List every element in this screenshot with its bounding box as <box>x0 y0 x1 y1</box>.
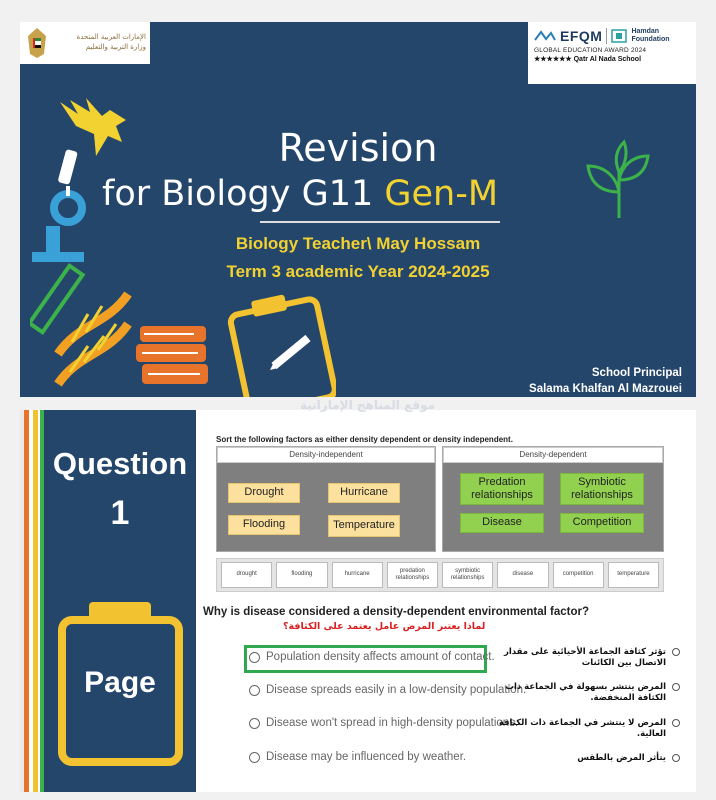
ministry-line-2: وزارة التربية والتعليم <box>85 43 146 51</box>
efqm-brand: EFQM <box>560 28 603 44</box>
option-1-ar-text: تؤثر كثافة الجماعة الأحيائية على مقدار الاتصال بين الكائنات <box>503 647 666 669</box>
bank-item-symbiotic[interactable]: symbiotic relationships <box>442 562 493 588</box>
clipboard-clip-icon <box>89 602 151 624</box>
bank-item-predation[interactable]: predation relationships <box>387 562 438 588</box>
option-1[interactable] <box>249 651 495 663</box>
principal-name: Salama Khalfan Al Mazrouei <box>529 383 682 396</box>
title-slide <box>20 22 696 397</box>
chip-flooding[interactable]: Flooding <box>228 515 300 535</box>
independent-header: Density-independent <box>217 447 435 463</box>
award-stars: ★★★★★★ <box>534 56 572 63</box>
slide-title-revision: Revision <box>278 126 438 170</box>
bank-item-temperature[interactable]: temperature <box>608 562 659 588</box>
independent-drop-zone[interactable] <box>216 446 436 552</box>
option-3-ar-text: المرض لا ينتشر في الجماعة ذات الكثافة العالية. <box>498 718 666 740</box>
chip-competition[interactable]: Competition <box>560 513 644 533</box>
radio-button-icon[interactable] <box>249 685 260 696</box>
clipboard-pencil-icon <box>226 292 336 397</box>
chip-hurricane[interactable]: Hurricane <box>328 483 400 503</box>
award-title: GLOBAL EDUCATION AWARD 2024 <box>534 47 647 54</box>
bank-item-flooding[interactable]: flooding <box>276 562 327 588</box>
principal-signature-block <box>529 365 682 397</box>
option-4-ar-text: يتأثر المرض بالطقس <box>577 753 666 763</box>
chip-drought[interactable]: Drought <box>228 483 300 503</box>
radio-button-icon[interactable] <box>249 752 260 763</box>
bank-item-disease[interactable]: disease <box>497 562 548 588</box>
question-text-ar: لماذا يعتبر المرض عامل يعتمد على الكثافة؟ <box>283 621 486 632</box>
bank-item-competition[interactable]: competition <box>553 562 604 588</box>
chip-temperature[interactable]: Temperature <box>328 515 400 537</box>
radio-button-icon[interactable] <box>249 652 260 663</box>
dna-icon <box>48 284 138 390</box>
school-name: Qatr Al Nada School <box>573 56 642 63</box>
radio-button-icon <box>672 683 680 691</box>
site-watermark: موقع المناهج الإماراتية <box>300 398 436 412</box>
option-4-text: Disease may be influenced by weather. <box>266 751 467 763</box>
option-2-ar <box>496 682 666 705</box>
hamdan-foundation-label: Hamdan Foundation <box>631 28 670 43</box>
question-slide <box>20 410 696 792</box>
radio-button-icon <box>672 719 680 727</box>
question-number: 1 <box>110 494 130 532</box>
option-3-ar <box>496 718 666 741</box>
principal-role: School Principal <box>591 367 682 379</box>
books-icon <box>134 320 214 390</box>
bank-item-drought[interactable]: drought <box>221 562 272 588</box>
question-text-en: Why is disease considered a density-dependent environmental factor? <box>203 606 589 618</box>
title-stream-accent: Gen-M <box>384 174 499 214</box>
option-3-text: Disease won't spread in high-density populations. <box>266 717 519 729</box>
option-2[interactable] <box>249 684 526 696</box>
radio-button-icon[interactable] <box>249 718 260 729</box>
option-4[interactable] <box>249 751 466 763</box>
page-label: Page <box>84 666 156 699</box>
radio-button-icon <box>672 648 680 656</box>
option-4-ar <box>496 753 666 764</box>
option-3[interactable] <box>249 717 518 729</box>
radio-button-icon <box>672 754 680 762</box>
option-2-text: Disease spreads easily in a low-density population. <box>266 684 527 696</box>
word-bank <box>216 558 664 592</box>
question-label: Question <box>52 446 188 481</box>
sort-instruction: Sort the following factors as either density dependent or density independent. <box>216 435 513 444</box>
decorative-stripes <box>20 410 44 792</box>
option-1-ar <box>496 647 666 670</box>
academic-term: Term 3 academic Year 2024-2025 <box>226 262 490 281</box>
title-subject-text: for Biology G11 <box>102 174 385 214</box>
dependent-drop-zone[interactable] <box>442 446 664 552</box>
dependent-header: Density-dependent <box>443 447 663 463</box>
teacher-name: Biology Teacher\ May Hossam <box>235 234 481 253</box>
efqm-award-badge <box>528 22 696 84</box>
chip-predation[interactable]: Predation relationships <box>460 473 544 505</box>
question-side-panel <box>44 410 196 792</box>
chip-disease[interactable]: Disease <box>460 513 544 533</box>
option-2-ar-text: المرض ينتشر بسهولة في الجماعة ذات الكثافة المنخفضة. <box>505 682 666 704</box>
hamdan-logo-icon <box>611 29 627 43</box>
option-1-text: Population density affects amount of contact. <box>266 651 495 663</box>
chip-symbiotic[interactable]: Symbiotic relationships <box>560 473 644 505</box>
uae-ministry-logo <box>20 22 150 64</box>
efqm-logo-icon <box>534 30 556 42</box>
title-divider <box>260 221 500 223</box>
ministry-name <box>56 33 146 53</box>
uae-emblem-icon <box>24 26 50 60</box>
bank-item-hurricane[interactable]: hurricane <box>332 562 383 588</box>
ministry-line-1: الإمارات العربية المتحدة <box>76 33 146 42</box>
slide-title-subject <box>102 174 498 214</box>
